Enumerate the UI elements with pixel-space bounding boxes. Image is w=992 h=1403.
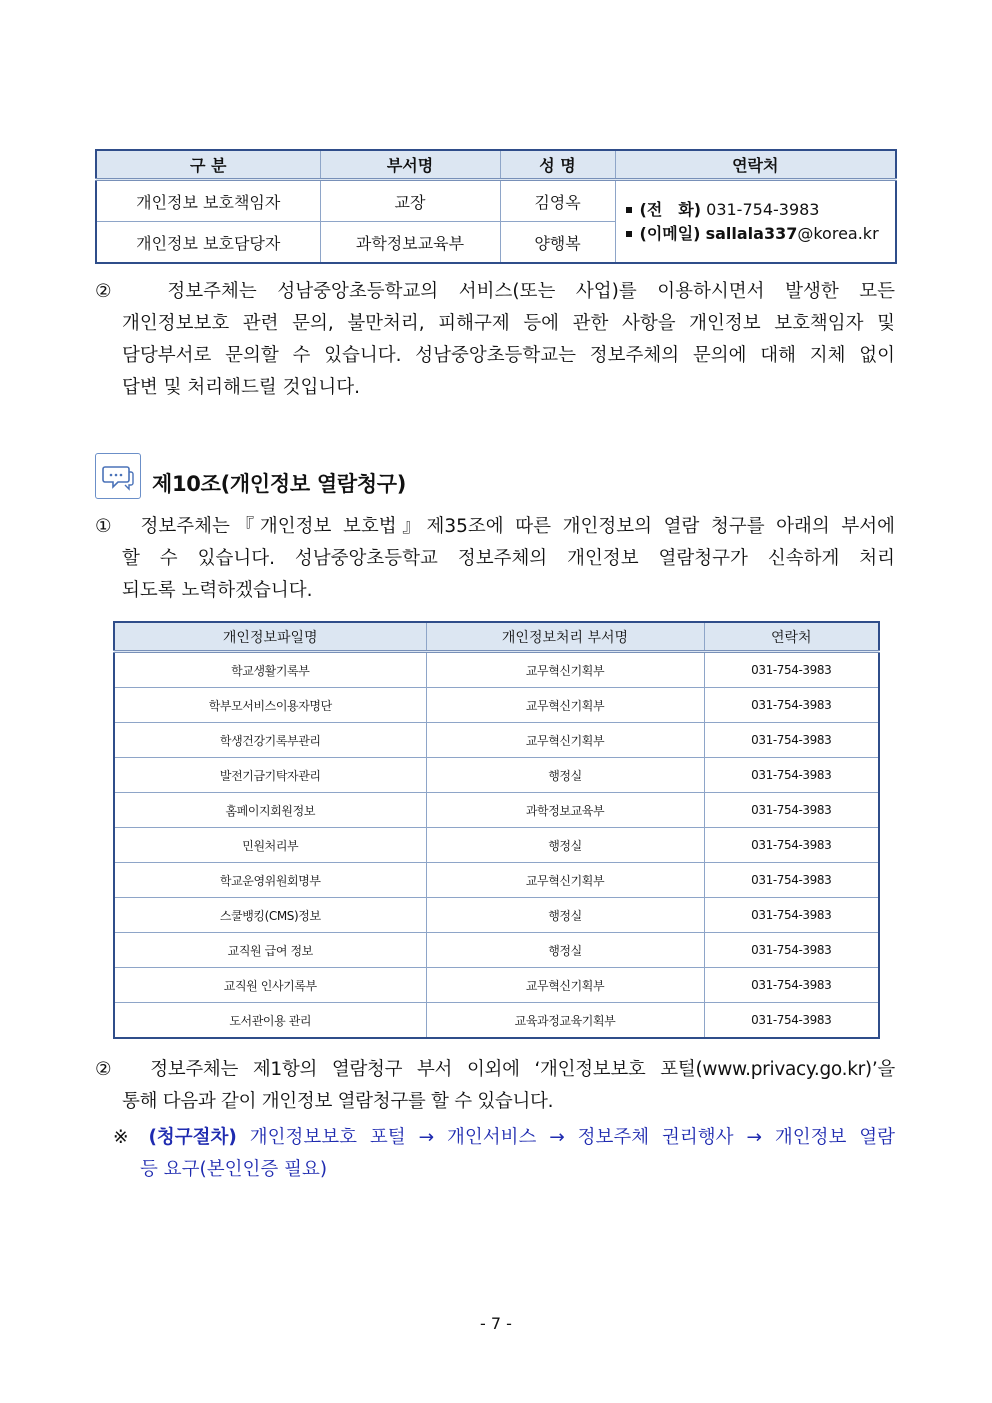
paragraph-line: 통해 다음과 같이 개인정보 열람청구를 할 수 있습니다. [122,1091,554,1112]
table-row [96,180,896,222]
manager-category: 개인정보 보호담당자 [96,222,320,264]
phone-line [626,198,896,222]
chat-bubble-icon [95,453,141,499]
dept-cell: 행정실 [426,898,704,933]
file-name-cell: 학생건강기록부관리 [114,723,426,758]
note-procedure-cont: 등 요구(본인인증 필요) [140,1159,328,1180]
phone-cell: 031-754-3983 [704,758,879,793]
table-row [114,863,879,898]
header-contact: 연락처 [704,622,879,652]
dept-cell: 교무혁신기획부 [426,968,704,1003]
manager-name: 양행복 [500,222,615,264]
file-name-cell: 홈페이지회원정보 [114,793,426,828]
file-name-cell: 도서관이용 관리 [114,1003,426,1039]
table-row [114,1003,879,1039]
phone-cell: 031-754-3983 [704,1003,879,1039]
file-name-cell: 교직원 인사기록부 [114,968,426,1003]
paragraph-line: 정보주체는 성남중앙초등학교의 서비스(또는 사업)를 이용하시면서 발생한 모든 [167,281,896,302]
inquiry-paragraph [95,276,895,404]
square-bullet-icon [626,231,632,237]
paragraph-marker: ② [95,1059,121,1080]
header-file-name: 개인정보파일명 [114,622,426,652]
table-row [114,758,879,793]
contact-info-cell [615,180,896,264]
file-name-cell: 발전기금기탁자관리 [114,758,426,793]
phone-cell: 031-754-3983 [704,933,879,968]
dept-cell: 교무혁신기획부 [426,652,704,688]
header-category: 구 분 [96,150,320,180]
phone-label: (전 화) [639,199,702,219]
table-header-row [114,622,879,652]
phone-cell: 031-754-3983 [704,652,879,688]
dept-cell: 교무혁신기획부 [426,723,704,758]
phone-cell: 031-754-3983 [704,898,879,933]
table-row [114,898,879,933]
file-name-cell: 학부모서비스이용자명단 [114,688,426,723]
phone-cell: 031-754-3983 [704,793,879,828]
table-row [114,652,879,688]
officer-name: 김영옥 [500,180,615,222]
email-user: sallala337 [705,223,798,243]
access-request-paragraph [95,511,895,607]
file-name-cell: 학교운영위원회명부 [114,863,426,898]
dept-cell: 과학정보교육부 [426,793,704,828]
table-header-row [96,150,896,180]
table-row [114,723,879,758]
paragraph-line: 정보주체는 제1항의 열람청구 부서 이외에 ‘개인정보보호 포털(www.privacy.go.kr)’을 [150,1059,895,1080]
square-bullet-icon [626,207,632,213]
page-number: - 7 - [480,1314,512,1333]
file-name-cell: 민원처리부 [114,828,426,863]
email-label: (이메일) [639,223,701,243]
table-row [114,828,879,863]
personal-info-file-table [113,621,880,1039]
email-line [626,222,896,246]
paragraph-line: 답변 및 처리해드릴 것입니다. [122,377,360,398]
paragraph-marker: ② [95,281,127,302]
file-name-cell: 스쿨뱅킹(CMS)정보 [114,898,426,933]
table-row [114,688,879,723]
dept-cell: 교무혁신기획부 [426,863,704,898]
file-name-cell: 교직원 급여 정보 [114,933,426,968]
phone-cell: 031-754-3983 [704,688,879,723]
officer-department: 교장 [320,180,500,222]
phone-value: 031-754-3983 [706,199,820,219]
phone-cell: 031-754-3983 [704,828,879,863]
officer-category: 개인정보 보호책임자 [96,180,320,222]
paragraph-marker: ① [95,516,118,537]
header-name: 성 명 [500,150,615,180]
request-procedure-note [113,1122,895,1186]
dept-cell: 행정실 [426,933,704,968]
dept-cell: 행정실 [426,828,704,863]
note-marker: ※ [113,1127,136,1148]
file-name-cell: 학교생활기록부 [114,652,426,688]
dept-cell: 교육과정교육기획부 [426,1003,704,1039]
header-processing-dept: 개인정보처리 부서명 [426,622,704,652]
phone-cell: 031-754-3983 [704,863,879,898]
paragraph-line: 정보주체는『개인정보 보호법』제35조에 따른 개인정보의 열람 청구를 아래의 부서에 [140,516,896,537]
portal-paragraph [95,1054,895,1118]
header-contact: 연락처 [615,150,896,180]
header-department: 부서명 [320,150,500,180]
table-row [114,933,879,968]
dept-cell: 교무혁신기획부 [426,688,704,723]
note-procedure: 개인정보보호 포털 → 개인서비스 → 정보주체 권리행사 → 개인정보 열람 [249,1127,895,1148]
privacy-officer-table [95,149,897,264]
paragraph-line: 개인정보보호 관련 문의, 불만처리, 피해구제 등에 관한 사항을 개인정보 보호책임자 및 [122,313,895,334]
paragraph-line: 담당부서로 문의할 수 있습니다. 성남중앙초등학교는 정보주체의 문의에 대해 지체 없이 [122,345,895,366]
dept-cell: 행정실 [426,758,704,793]
paragraph-line: 되도록 노력하겠습니다. [122,580,313,601]
manager-department: 과학정보교육부 [320,222,500,264]
phone-cell: 031-754-3983 [704,968,879,1003]
table-row [114,793,879,828]
phone-cell: 031-754-3983 [704,723,879,758]
section-title: 제10조(개인정보 열람청구) [152,472,407,496]
table-row [114,968,879,1003]
email-domain: @korea.kr [797,223,879,243]
note-label: (청구절차) [148,1127,237,1148]
paragraph-line: 할 수 있습니다. 성남중앙초등학교 정보주체의 개인정보 열람청구가 신속하게 처리 [122,548,895,569]
